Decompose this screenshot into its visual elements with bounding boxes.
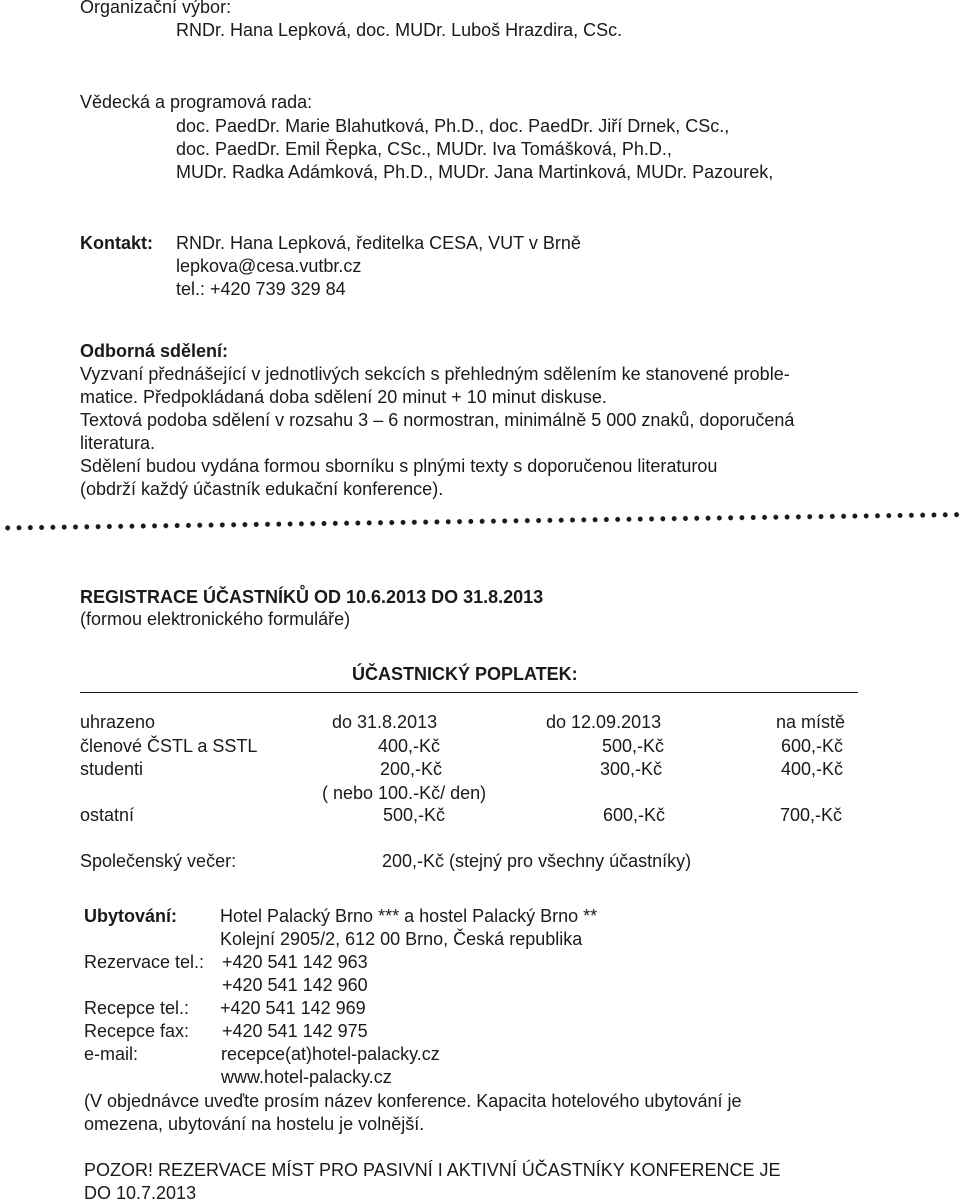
accommodation-note: (V objednávce uveďte prosím název konference. Kapacita hotelového ubytování je xyxy=(84,1091,742,1111)
organizing-committee-heading: Organizační výbor: xyxy=(80,0,232,17)
talks-line: Vyzvaní přednášející v jednotlivých sekcích s přehledným sdělením ke stanovené proble- xyxy=(80,364,790,384)
hotel-email: recepce(at)hotel-palacky.cz xyxy=(221,1044,440,1064)
scientific-committee-line: doc. PaedDr. Emil Řepka, CSc., MUDr. Iva Tomášková, Ph.D., xyxy=(176,139,672,159)
talks-line: Sdělení budou vydána formou sborníku s plnými texty s doporučenou literaturou xyxy=(80,456,718,476)
talks-line: (obdrží každý účastník edukační konference). xyxy=(80,479,444,499)
fee-header-date2: do 12.09.2013 xyxy=(546,712,662,732)
fee-row-price: 400,-Kč xyxy=(378,736,441,756)
fee-header-date1: do 31.8.2013 xyxy=(332,712,438,732)
fee-row-price: 600,-Kč xyxy=(781,736,844,756)
social-evening-label: Společenský večer: xyxy=(80,851,237,871)
hotel-website: www.hotel-palacky.cz xyxy=(221,1067,392,1087)
reservation-phone: +420 541 142 963 xyxy=(222,952,368,972)
fee-header-onsite: na místě xyxy=(776,712,846,732)
contact-email: lepkova@cesa.vutbr.cz xyxy=(176,256,362,276)
fee-row-price: 600,-Kč xyxy=(603,805,666,825)
dotted-divider xyxy=(2,510,960,554)
fee-row-price: 300,-Kč xyxy=(600,759,663,779)
warning-line: DO 10.7.2013 xyxy=(84,1183,197,1203)
fax-number: +420 541 142 975 xyxy=(222,1021,368,1041)
fee-row-price: 500,-Kč xyxy=(383,805,446,825)
contact-name: RNDr. Hana Lepková, ředitelka CESA, VUT v Brně xyxy=(176,233,581,253)
fee-row-price: 400,-Kč xyxy=(781,759,844,779)
fee-row-price: 200,-Kč xyxy=(380,759,443,779)
fee-row-price: 500,-Kč xyxy=(602,736,665,756)
warning-line: POZOR! REZERVACE MÍST PRO PASIVNÍ I AKTIVNÍ ÚČASTNÍKY KONFERENCE JE xyxy=(84,1160,781,1180)
reception-phone: +420 541 142 969 xyxy=(220,998,366,1018)
contact-label: Kontakt: xyxy=(80,233,153,253)
talks-heading: Odborná sdělení: xyxy=(80,341,229,361)
reception-label: Recepce tel.: xyxy=(84,998,190,1018)
registration-title: REGISTRACE ÚČASTNÍKŮ OD 10.6.2013 DO 31.8.2013 xyxy=(80,587,544,607)
reservation-phone: +420 541 142 960 xyxy=(222,975,368,995)
fee-header-label: uhrazeno xyxy=(80,712,156,732)
talks-line: literatura. xyxy=(80,433,156,453)
fee-title: ÚČASTNICKÝ POPLATEK: xyxy=(352,664,578,684)
fee-student-note: ( nebo 100.-Kč/ den) xyxy=(322,783,487,803)
contact-phone: tel.: +420 739 329 84 xyxy=(176,279,346,299)
organizing-committee-members: RNDr. Hana Lepková, doc. MUDr. Luboš Hrazdira, CSc. xyxy=(176,20,623,40)
accommodation-note: omezena, ubytování na hostelu je volnější. xyxy=(84,1114,425,1134)
fee-title-rule xyxy=(80,692,858,693)
scientific-committee-heading: Vědecká a programová rada: xyxy=(80,92,313,112)
fee-row-label: ostatní xyxy=(80,805,135,825)
scientific-committee-line: MUDr. Radka Adámková, Ph.D., MUDr. Jana Martinková, MUDr. Pazourek, xyxy=(176,162,774,182)
email-label: e-mail: xyxy=(84,1044,139,1064)
fax-label: Recepce fax: xyxy=(84,1021,190,1041)
talks-line: Textová podoba sdělení v rozsahu 3 – 6 normostran, minimálně 5 000 znaků, doporučená xyxy=(80,410,795,430)
fee-row-label: členové ČSTL a SSTL xyxy=(80,736,258,756)
hotel-address: Kolejní 2905/2, 612 00 Brno, Česká republika xyxy=(220,929,583,949)
reservation-label: Rezervace tel.: xyxy=(84,952,205,972)
social-evening-value: 200,-Kč (stejný pro všechny účastníky) xyxy=(382,851,692,871)
registration-subtitle: (formou elektronického formuláře) xyxy=(80,609,351,629)
accommodation-label: Ubytování: xyxy=(84,906,178,926)
hotel-name: Hotel Palacký Brno *** a hostel Palacký Brno ** xyxy=(220,906,598,926)
talks-line: matice. Předpokládaná doba sdělení 20 minut + 10 minut diskuse. xyxy=(80,387,607,407)
fee-row-price: 700,-Kč xyxy=(780,805,843,825)
scientific-committee-line: doc. PaedDr. Marie Blahutková, Ph.D., doc. PaedDr. Jiří Drnek, CSc., xyxy=(176,116,730,136)
fee-row-label: studenti xyxy=(80,759,144,779)
